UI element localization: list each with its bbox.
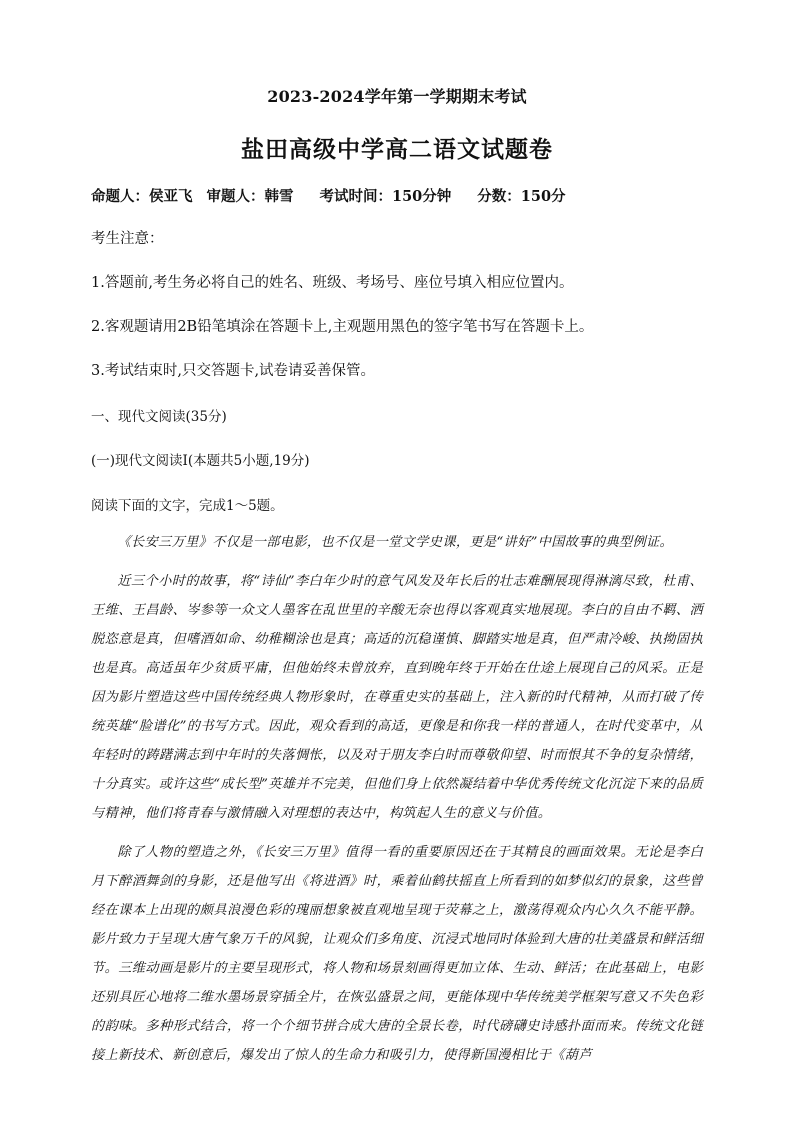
- notice-item: 2.客观题请用2B铅笔填涂在答题卡上,主观题用黑色的签字笔书写在答题卡上。: [91, 319, 594, 335]
- reading-article: [91, 528, 703, 1080]
- reviewer-label: 审题人：韩雪: [206, 188, 294, 205]
- section-heading: 一、现代文阅读(35分): [91, 409, 227, 425]
- author-label: 命题人：侯亚飞: [91, 188, 193, 205]
- exam-title: 盐田高级中学高二语文试题卷: [241, 136, 553, 163]
- score-label: 分数：150分: [477, 188, 566, 205]
- notice-item: 3.考试结束时,只交答题卡,试卷请妥善保管。: [91, 363, 376, 379]
- article-paragraph: 近三个小时的故事，将“诗仙”李白年少时的意气风发及年长后的壮志难酬展现得淋漓尽致，杜甫、王维、王昌龄、岑参等一众文人墨客在乱世里的辛酸无奈也得以客观真实地展现。李白的自由不羁、洒脱恣意是真，但嗜酒如命、幼稚糊涂也是真；高适的沉稳谨慎、脚踏实地是真，但严肃冷峻、执拗固执也是真。高适虽年少贫质平庸，但他始终未曾放弃，直到晚年终于开始在仕途上展现自己的风采。正是因为影片塑造这些中国传统经典人物形象时，在尊重史实的基础上，注入新的时代精神，从而打破了传统英雄“脸谱化”的书写方式。因此，观众看到的高适，更像是和你我一样的普通人，在时代变革中，从年轻时的踌躇满志到中年时的失落惆怅，以及对于朋友李白时而尊敬仰望、时而恨其不争的复杂情绪，十分真实。或许这些“成长型”英雄并不完美，但他们身上依然凝结着中华优秀传统文化沉淀下来的品质与精神，他们将青春与激情融入对理想的表达中，构筑起人生的意义与价值。: [91, 574, 703, 821]
- duration-label: 考试时间：150分钟: [319, 188, 452, 205]
- exam-meta-line: [91, 185, 566, 206]
- subsection-heading: (一)现代文阅读Ⅰ(本题共5小题,19分): [91, 453, 310, 469]
- notice-item: 1.答题前,考生务必将自己的姓名、班级、考场号、座位号填入相应位置内。: [91, 275, 574, 291]
- exam-term-heading: 2023-2024学年第一学期期末考试: [267, 87, 527, 106]
- article-paragraph: 除了人物的塑造之外，《长安三万里》值得一看的重要原因还在于其精良的画面效果。无论是李白月下醉酒舞剑的身影，还是他写出《将进酒》时，乘着仙鹤扶摇直上所看到的如梦似幻的景象，这些曾经在课本上出现的颇具浪漫色彩的瑰丽想象被直观地呈现于荧幕之上，激荡得观众内心久久不能平静。影片致力于呈现大唐气象万千的风貌，让观众们多角度、沉浸式地同时体验到大唐的壮美盛景和鲜活细节。三维动画是影片的主要呈现形式，将人物和场景刻画得更加立体、生动、鲜活；在此基础上，电影还别具匠心地将二维水墨场景穿插全片，在恢弘盛景之间，更能体现中华传统美学框架写意又不失色彩的韵味。多种形式结合，将一个个细节拼合成大唐的全景长卷，时代磅礴史诗感扑面而来。传统文化链接上新技术、新创意后，爆发出了惊人的生命力和吸引力，使得新国漫相比于《葫芦: [91, 845, 703, 1063]
- notice-heading: 考生注意：: [91, 231, 164, 247]
- article-paragraph: 《长安三万里》不仅是一部电影，也不仅是一堂文学史课，更是“讲好”中国故事的典型例证。: [117, 535, 674, 550]
- reading-instruction: 阅读下面的文字，完成1～5题。: [91, 498, 284, 514]
